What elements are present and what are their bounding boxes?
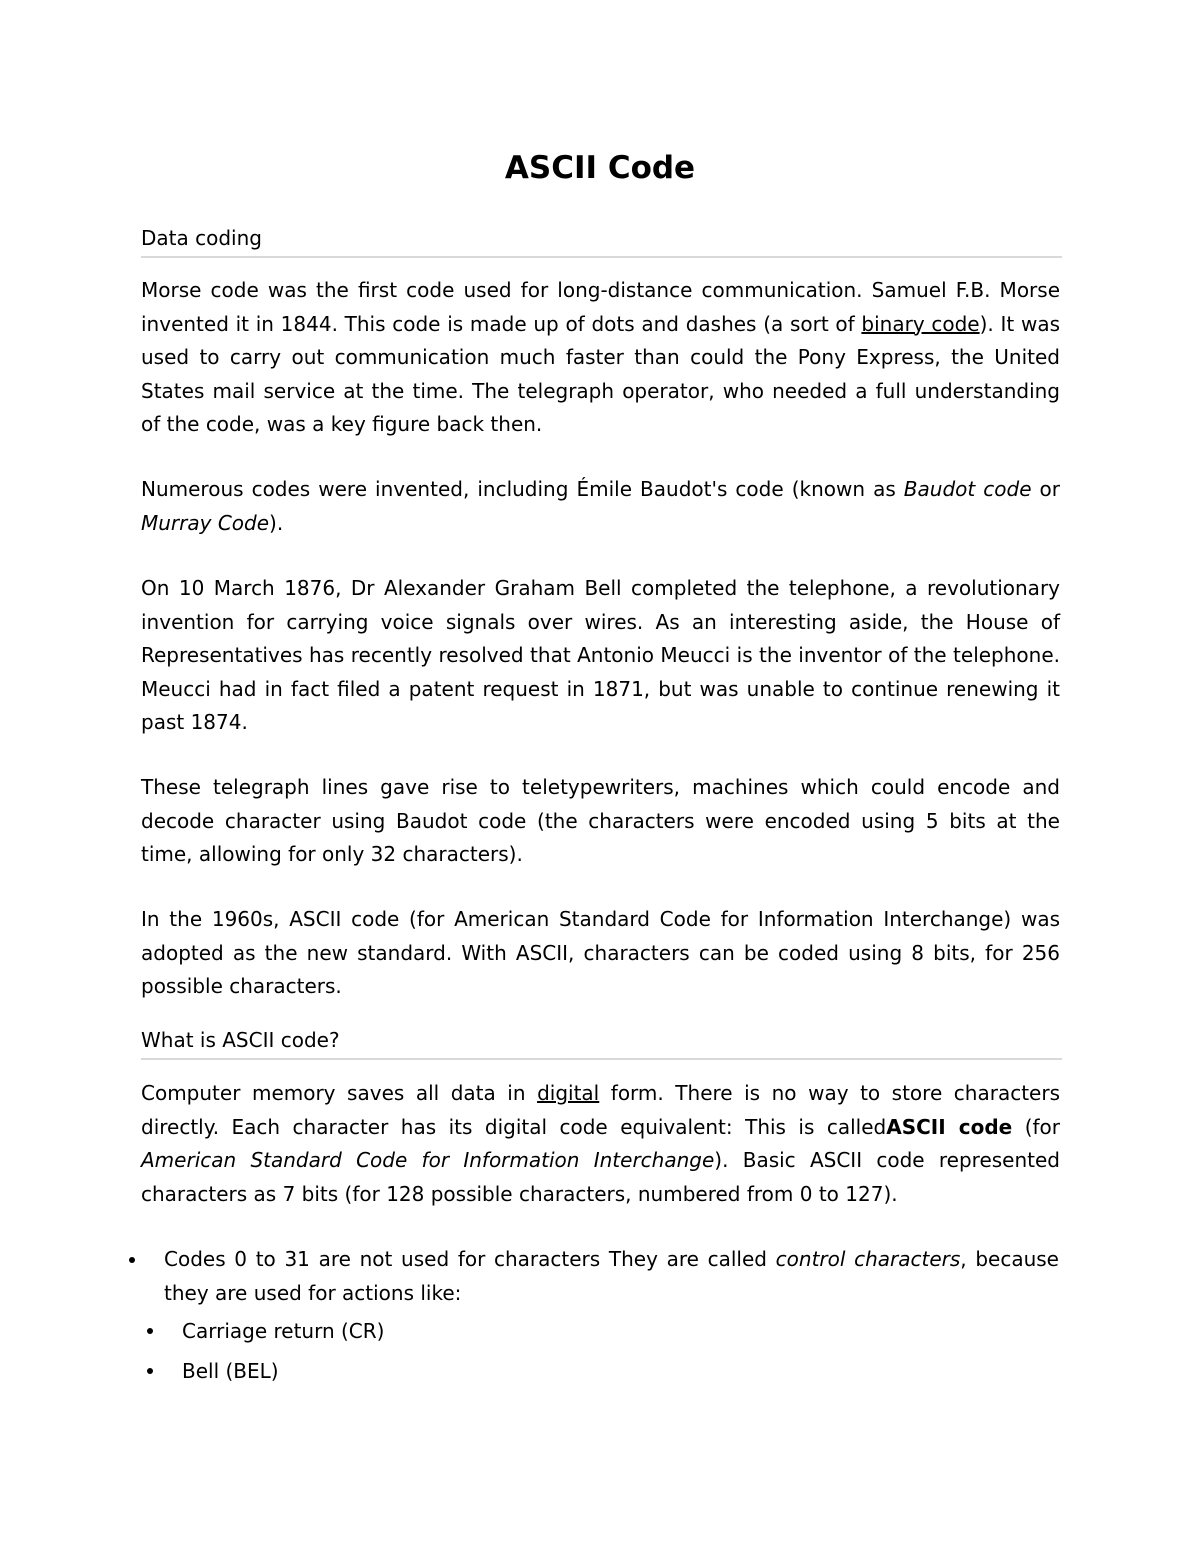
paragraph-text: , because they are used for actions like: — [164, 1247, 1059, 1305]
paragraph-text: ). It was used to carry out communication much faster than could the Pony Express, the United States mail service at the time. The telegraph operator, who needed a full understanding of the code, was a key figure back then. — [141, 311, 1060, 436]
paragraph-morse — [141, 274, 1060, 442]
section-heading-data-coding: Data coding — [141, 226, 1062, 258]
page-title: ASCII Code — [504, 150, 696, 186]
paragraph-text: (for — [1012, 1114, 1060, 1139]
italic-term: Murray Code — [141, 510, 270, 535]
paragraph-baudot — [141, 473, 1060, 540]
bullet-control-characters — [164, 1243, 1059, 1310]
section-heading-what-is-ascii: What is ASCII code? — [141, 1028, 1062, 1060]
paragraph-text: Numerous codes were invented, including Émile Baudot's code (known as — [141, 477, 904, 501]
paragraph-teletypewriters: These telegraph lines gave rise to teletypewriters, machines which could encode and decode character using Baudot code (the characters were encoded using 5 bits at the time, allowing for only 32 characters). — [141, 775, 1060, 866]
bullet-dot — [147, 1328, 153, 1334]
bold-term: ASCII code — [886, 1114, 1013, 1139]
binary-code-link[interactable]: binary code — [861, 311, 980, 336]
paragraph-computer-memory — [141, 1077, 1060, 1211]
paragraph-text: ). Basic ASCII code represented characters as 7 bits (for 128 possible characters, numbered from 0 to 127). — [141, 1148, 1060, 1206]
paragraph-text: Codes 0 to 31 are not used for characters They are called — [164, 1247, 776, 1271]
italic-term: American Standard Code for Information Interchange — [141, 1148, 715, 1172]
paragraph-text: Computer memory saves all data in — [141, 1081, 538, 1105]
paragraph-text: or — [1031, 477, 1060, 501]
paragraph-telephone: On 10 March 1876, Dr Alexander Graham Bell completed the telephone, a revolutionary invention for carrying voice signals over wires. As an interesting aside, the House of Representatives has recently resolved that Antonio Meucci is the inventor of the telephone. Meucci had in fact filed a patent request in 1871, but was unable to continue renewing it past 1874. — [141, 576, 1060, 734]
bullet-dot — [147, 1368, 153, 1374]
italic-term: Baudot code — [903, 477, 1032, 501]
sub-bullet-item: Carriage return (CR) — [182, 1319, 385, 1343]
italic-term: control characters — [775, 1247, 961, 1271]
paragraph-text: ). — [269, 510, 284, 535]
paragraph-ascii-1960s: In the 1960s, ASCII code (for American Standard Code for Information Interchange) was adopted as the new standard. With ASCII, characters can be coded using 8 bits, for 256 possible characters. — [141, 907, 1060, 998]
digital-link[interactable]: digital — [537, 1081, 600, 1105]
bullet-dot — [129, 1257, 135, 1263]
paragraph-text: Morse code was the first code used for long-distance communication. Samuel F.B. Morse invented it in 1844. This code is made up of dots and dashes (a sort of — [141, 278, 1060, 336]
sub-bullet-item: Bell (BEL) — [182, 1359, 279, 1383]
paragraph-text: form. There is no way to store characters directly. Each character has its digital code equivalent: This is called — [141, 1081, 1060, 1139]
